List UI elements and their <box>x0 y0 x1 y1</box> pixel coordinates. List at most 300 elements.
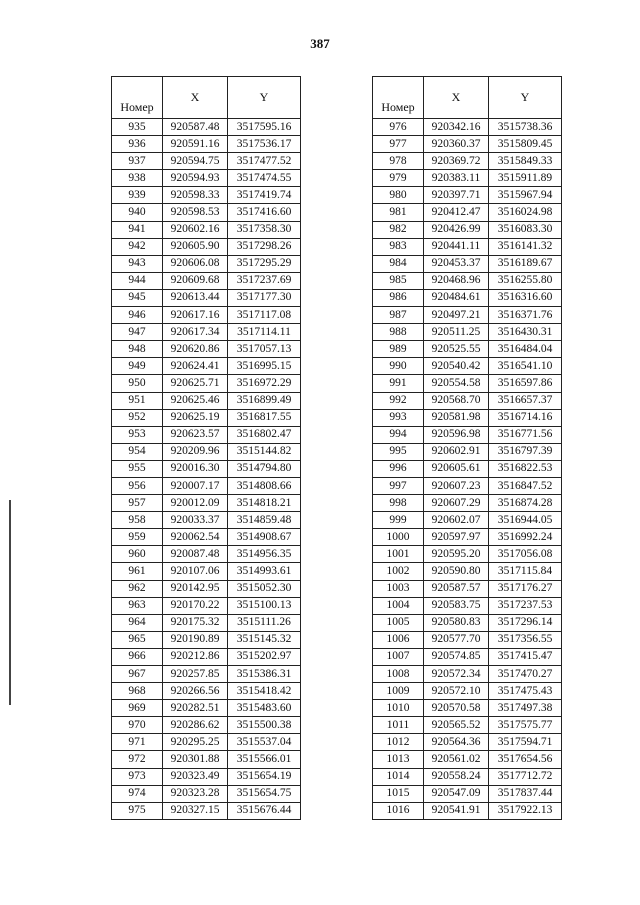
table-row <box>112 324 301 341</box>
y-coordinate: 3517837.44 <box>489 785 562 802</box>
point-number: 980 <box>373 187 424 204</box>
y-coordinate: 3517474.55 <box>228 170 301 187</box>
x-coordinate: 920257.85 <box>163 666 228 683</box>
x-coordinate: 920602.16 <box>163 221 228 238</box>
y-coordinate: 3517237.53 <box>489 597 562 614</box>
point-number: 952 <box>112 409 163 426</box>
x-coordinate: 920286.62 <box>163 717 228 734</box>
point-number: 940 <box>112 204 163 221</box>
header-y: Y <box>228 77 301 119</box>
y-coordinate: 3516430.31 <box>489 324 562 341</box>
x-coordinate: 920497.21 <box>424 307 489 324</box>
point-number: 976 <box>373 119 424 136</box>
y-coordinate: 3515052.30 <box>228 580 301 597</box>
y-coordinate: 3517416.60 <box>228 204 301 221</box>
point-number: 1005 <box>373 614 424 631</box>
y-coordinate: 3517057.13 <box>228 341 301 358</box>
point-number: 1014 <box>373 768 424 785</box>
point-number: 972 <box>112 751 163 768</box>
x-coordinate: 920282.51 <box>163 700 228 717</box>
x-coordinate: 920594.75 <box>163 153 228 170</box>
point-number: 949 <box>112 358 163 375</box>
x-coordinate: 920596.98 <box>424 426 489 443</box>
y-coordinate: 3516847.52 <box>489 477 562 494</box>
table-row <box>373 751 562 768</box>
table-row <box>373 153 562 170</box>
y-coordinate: 3517419.74 <box>228 187 301 204</box>
x-coordinate: 920033.37 <box>163 512 228 529</box>
x-coordinate: 920580.83 <box>424 614 489 631</box>
table-row <box>373 392 562 409</box>
point-number: 1009 <box>373 683 424 700</box>
point-number: 958 <box>112 512 163 529</box>
x-coordinate: 920625.71 <box>163 375 228 392</box>
table-row <box>373 136 562 153</box>
table-row <box>373 289 562 306</box>
x-coordinate: 920587.57 <box>424 580 489 597</box>
x-coordinate: 920602.07 <box>424 512 489 529</box>
table-row <box>112 221 301 238</box>
coordinates-table-right <box>372 76 562 820</box>
table-row <box>373 375 562 392</box>
point-number: 938 <box>112 170 163 187</box>
x-coordinate: 920266.56 <box>163 683 228 700</box>
table-row <box>112 358 301 375</box>
y-coordinate: 3514993.61 <box>228 563 301 580</box>
table-row <box>112 460 301 477</box>
table-row <box>373 580 562 597</box>
table-row <box>112 153 301 170</box>
y-coordinate: 3515202.97 <box>228 648 301 665</box>
table-row <box>373 614 562 631</box>
x-coordinate: 920568.70 <box>424 392 489 409</box>
point-number: 1013 <box>373 751 424 768</box>
point-number: 951 <box>112 392 163 409</box>
point-number: 970 <box>112 717 163 734</box>
x-coordinate: 920606.08 <box>163 255 228 272</box>
y-coordinate: 3515537.04 <box>228 734 301 751</box>
point-number: 943 <box>112 255 163 272</box>
table-row <box>373 238 562 255</box>
x-coordinate: 920625.46 <box>163 392 228 409</box>
y-coordinate: 3516899.49 <box>228 392 301 409</box>
table-row <box>112 785 301 802</box>
table-row <box>373 666 562 683</box>
point-number: 1002 <box>373 563 424 580</box>
point-number: 973 <box>112 768 163 785</box>
y-coordinate: 3515500.38 <box>228 717 301 734</box>
x-coordinate: 920525.55 <box>424 341 489 358</box>
point-number: 1006 <box>373 631 424 648</box>
table-row <box>373 272 562 289</box>
table-row <box>373 529 562 546</box>
x-coordinate: 920323.28 <box>163 785 228 802</box>
table-row <box>373 768 562 785</box>
point-number: 994 <box>373 426 424 443</box>
point-number: 996 <box>373 460 424 477</box>
table-row <box>112 187 301 204</box>
point-number: 941 <box>112 221 163 238</box>
table-header-row <box>112 77 301 119</box>
y-coordinate: 3516541.10 <box>489 358 562 375</box>
x-coordinate: 920007.17 <box>163 477 228 494</box>
point-number: 984 <box>373 255 424 272</box>
table-row <box>373 495 562 512</box>
point-number: 999 <box>373 512 424 529</box>
point-number: 992 <box>373 392 424 409</box>
point-number: 1003 <box>373 580 424 597</box>
y-coordinate: 3516944.05 <box>489 512 562 529</box>
x-coordinate: 920301.88 <box>163 751 228 768</box>
table-row <box>373 546 562 563</box>
table-row <box>373 409 562 426</box>
table-row <box>112 170 301 187</box>
y-coordinate: 3515738.36 <box>489 119 562 136</box>
point-number: 982 <box>373 221 424 238</box>
table-row <box>112 700 301 717</box>
point-number: 935 <box>112 119 163 136</box>
y-coordinate: 3516141.32 <box>489 238 562 255</box>
y-coordinate: 3515386.31 <box>228 666 301 683</box>
table-row <box>112 683 301 700</box>
y-coordinate: 3516189.67 <box>489 255 562 272</box>
table-row <box>112 375 301 392</box>
y-coordinate: 3517358.30 <box>228 221 301 238</box>
y-coordinate: 3517356.55 <box>489 631 562 648</box>
point-number: 1008 <box>373 666 424 683</box>
table-row <box>112 580 301 597</box>
table-row <box>112 307 301 324</box>
x-coordinate: 920594.93 <box>163 170 228 187</box>
point-number: 978 <box>373 153 424 170</box>
table-row <box>373 717 562 734</box>
y-coordinate: 3517475.43 <box>489 683 562 700</box>
table-row <box>112 734 301 751</box>
table-row <box>373 426 562 443</box>
y-coordinate: 3516714.16 <box>489 409 562 426</box>
x-coordinate: 920609.68 <box>163 272 228 289</box>
table-row <box>112 563 301 580</box>
table-row <box>112 529 301 546</box>
x-coordinate: 920190.89 <box>163 631 228 648</box>
table-body-left <box>112 119 301 820</box>
x-coordinate: 920295.25 <box>163 734 228 751</box>
y-coordinate: 3514818.21 <box>228 495 301 512</box>
scan-margin-mark <box>9 500 11 705</box>
x-coordinate: 920360.37 <box>424 136 489 153</box>
point-number: 962 <box>112 580 163 597</box>
x-coordinate: 920369.72 <box>424 153 489 170</box>
y-coordinate: 3517237.69 <box>228 272 301 289</box>
y-coordinate: 3517115.84 <box>489 563 562 580</box>
table-row <box>373 802 562 819</box>
table-row <box>112 426 301 443</box>
table-row <box>112 289 301 306</box>
table-row <box>373 341 562 358</box>
table-row <box>112 495 301 512</box>
y-coordinate: 3515849.33 <box>489 153 562 170</box>
x-coordinate: 920620.86 <box>163 341 228 358</box>
point-number: 936 <box>112 136 163 153</box>
point-number: 987 <box>373 307 424 324</box>
y-coordinate: 3516371.76 <box>489 307 562 324</box>
point-number: 989 <box>373 341 424 358</box>
y-coordinate: 3515111.26 <box>228 614 301 631</box>
table-row <box>373 119 562 136</box>
y-coordinate: 3517470.27 <box>489 666 562 683</box>
point-number: 968 <box>112 683 163 700</box>
y-coordinate: 3514859.48 <box>228 512 301 529</box>
x-coordinate: 920591.16 <box>163 136 228 153</box>
y-coordinate: 3516817.55 <box>228 409 301 426</box>
y-coordinate: 3516874.28 <box>489 495 562 512</box>
table-row <box>373 563 562 580</box>
table-row <box>373 204 562 221</box>
table-header-row <box>373 77 562 119</box>
point-number: 1001 <box>373 546 424 563</box>
table-row <box>112 119 301 136</box>
y-coordinate: 3517575.77 <box>489 717 562 734</box>
x-coordinate: 920547.09 <box>424 785 489 802</box>
y-coordinate: 3515100.13 <box>228 597 301 614</box>
y-coordinate: 3517295.29 <box>228 255 301 272</box>
point-number: 945 <box>112 289 163 306</box>
point-number: 946 <box>112 307 163 324</box>
x-coordinate: 920570.58 <box>424 700 489 717</box>
point-number: 964 <box>112 614 163 631</box>
point-number: 961 <box>112 563 163 580</box>
x-coordinate: 920613.44 <box>163 289 228 306</box>
table-row <box>373 255 562 272</box>
y-coordinate: 3516797.39 <box>489 443 562 460</box>
x-coordinate: 920598.53 <box>163 204 228 221</box>
table-body-right <box>373 119 562 820</box>
table-row <box>112 631 301 648</box>
y-coordinate: 3516657.37 <box>489 392 562 409</box>
table-row <box>373 358 562 375</box>
point-number: 1010 <box>373 700 424 717</box>
x-coordinate: 920484.61 <box>424 289 489 306</box>
point-number: 1004 <box>373 597 424 614</box>
point-number: 966 <box>112 648 163 665</box>
point-number: 990 <box>373 358 424 375</box>
table-row <box>373 631 562 648</box>
y-coordinate: 3517056.08 <box>489 546 562 563</box>
point-number: 981 <box>373 204 424 221</box>
y-coordinate: 3515145.32 <box>228 631 301 648</box>
table-row <box>112 717 301 734</box>
table-row <box>112 443 301 460</box>
x-coordinate: 920175.32 <box>163 614 228 631</box>
point-number: 948 <box>112 341 163 358</box>
y-coordinate: 3517594.71 <box>489 734 562 751</box>
y-coordinate: 3517415.47 <box>489 648 562 665</box>
y-coordinate: 3516484.04 <box>489 341 562 358</box>
y-coordinate: 3516024.98 <box>489 204 562 221</box>
y-coordinate: 3516316.60 <box>489 289 562 306</box>
x-coordinate: 920572.10 <box>424 683 489 700</box>
y-coordinate: 3515566.01 <box>228 751 301 768</box>
y-coordinate: 3516083.30 <box>489 221 562 238</box>
x-coordinate: 920412.47 <box>424 204 489 221</box>
point-number: 965 <box>112 631 163 648</box>
point-number: 971 <box>112 734 163 751</box>
table-row <box>373 700 562 717</box>
y-coordinate: 3517177.30 <box>228 289 301 306</box>
x-coordinate: 920577.70 <box>424 631 489 648</box>
coordinates-table-left <box>111 76 301 820</box>
table-row <box>112 768 301 785</box>
x-coordinate: 920062.54 <box>163 529 228 546</box>
point-number: 963 <box>112 597 163 614</box>
x-coordinate: 920327.15 <box>163 802 228 819</box>
table-row <box>112 648 301 665</box>
page-number: 387 <box>310 36 330 51</box>
header-number: Номер <box>112 77 163 119</box>
y-coordinate: 3515654.19 <box>228 768 301 785</box>
x-coordinate: 920625.19 <box>163 409 228 426</box>
table-row <box>373 734 562 751</box>
y-coordinate: 3515418.42 <box>228 683 301 700</box>
point-number: 959 <box>112 529 163 546</box>
x-coordinate: 920607.29 <box>424 495 489 512</box>
y-coordinate: 3514908.67 <box>228 529 301 546</box>
table-row <box>112 546 301 563</box>
x-coordinate: 920554.58 <box>424 375 489 392</box>
y-coordinate: 3517712.72 <box>489 768 562 785</box>
x-coordinate: 920541.91 <box>424 802 489 819</box>
point-number: 957 <box>112 495 163 512</box>
y-coordinate: 3515676.44 <box>228 802 301 819</box>
table-row <box>373 221 562 238</box>
y-coordinate: 3517298.26 <box>228 238 301 255</box>
x-coordinate: 920087.48 <box>163 546 228 563</box>
x-coordinate: 920540.42 <box>424 358 489 375</box>
point-number: 944 <box>112 272 163 289</box>
x-coordinate: 920607.23 <box>424 477 489 494</box>
point-number: 967 <box>112 666 163 683</box>
point-number: 997 <box>373 477 424 494</box>
point-number: 993 <box>373 409 424 426</box>
x-coordinate: 920558.24 <box>424 768 489 785</box>
x-coordinate: 920212.86 <box>163 648 228 665</box>
point-number: 988 <box>373 324 424 341</box>
x-coordinate: 920617.34 <box>163 324 228 341</box>
point-number: 1015 <box>373 785 424 802</box>
point-number: 955 <box>112 460 163 477</box>
point-number: 995 <box>373 443 424 460</box>
table-row <box>373 648 562 665</box>
x-coordinate: 920012.09 <box>163 495 228 512</box>
x-coordinate: 920617.16 <box>163 307 228 324</box>
y-coordinate: 3516802.47 <box>228 426 301 443</box>
x-coordinate: 920468.96 <box>424 272 489 289</box>
x-coordinate: 920383.11 <box>424 170 489 187</box>
y-coordinate: 3517922.13 <box>489 802 562 819</box>
table-row <box>373 477 562 494</box>
y-coordinate: 3515654.75 <box>228 785 301 802</box>
y-coordinate: 3515483.60 <box>228 700 301 717</box>
table-row <box>373 324 562 341</box>
y-coordinate: 3517296.14 <box>489 614 562 631</box>
x-coordinate: 920597.97 <box>424 529 489 546</box>
point-number: 974 <box>112 785 163 802</box>
table-row <box>112 341 301 358</box>
y-coordinate: 3516822.53 <box>489 460 562 477</box>
x-coordinate: 920587.48 <box>163 119 228 136</box>
x-coordinate: 920602.91 <box>424 443 489 460</box>
table-row <box>112 512 301 529</box>
table-row <box>112 255 301 272</box>
table-row <box>112 666 301 683</box>
y-coordinate: 3515911.89 <box>489 170 562 187</box>
y-coordinate: 3517536.17 <box>228 136 301 153</box>
x-coordinate: 920342.16 <box>424 119 489 136</box>
x-coordinate: 920574.85 <box>424 648 489 665</box>
table-row <box>373 170 562 187</box>
point-number: 1011 <box>373 717 424 734</box>
x-coordinate: 920598.33 <box>163 187 228 204</box>
y-coordinate: 3516597.86 <box>489 375 562 392</box>
table-row <box>112 751 301 768</box>
point-number: 979 <box>373 170 424 187</box>
x-coordinate: 920397.71 <box>424 187 489 204</box>
x-coordinate: 920511.25 <box>424 324 489 341</box>
table-row <box>112 272 301 289</box>
y-coordinate: 3517595.16 <box>228 119 301 136</box>
point-number: 939 <box>112 187 163 204</box>
y-coordinate: 3516992.24 <box>489 529 562 546</box>
point-number: 937 <box>112 153 163 170</box>
table-row <box>373 307 562 324</box>
table-row <box>112 204 301 221</box>
table-row <box>112 409 301 426</box>
x-coordinate: 920623.57 <box>163 426 228 443</box>
y-coordinate: 3516972.29 <box>228 375 301 392</box>
table-row <box>373 683 562 700</box>
table-row <box>373 187 562 204</box>
y-coordinate: 3517176.27 <box>489 580 562 597</box>
table-row <box>373 785 562 802</box>
x-coordinate: 920561.02 <box>424 751 489 768</box>
point-number: 986 <box>373 289 424 306</box>
x-coordinate: 920142.95 <box>163 580 228 597</box>
point-number: 947 <box>112 324 163 341</box>
point-number: 983 <box>373 238 424 255</box>
point-number: 991 <box>373 375 424 392</box>
x-coordinate: 920016.30 <box>163 460 228 477</box>
x-coordinate: 920170.22 <box>163 597 228 614</box>
header-number: Номер <box>373 77 424 119</box>
point-number: 950 <box>112 375 163 392</box>
table-row <box>112 238 301 255</box>
x-coordinate: 920426.99 <box>424 221 489 238</box>
x-coordinate: 920107.06 <box>163 563 228 580</box>
header-x: X <box>424 77 489 119</box>
table-row <box>112 392 301 409</box>
x-coordinate: 920605.90 <box>163 238 228 255</box>
point-number: 977 <box>373 136 424 153</box>
header-y: Y <box>489 77 562 119</box>
x-coordinate: 920605.61 <box>424 460 489 477</box>
x-coordinate: 920583.75 <box>424 597 489 614</box>
x-coordinate: 920565.52 <box>424 717 489 734</box>
x-coordinate: 920624.41 <box>163 358 228 375</box>
x-coordinate: 920564.36 <box>424 734 489 751</box>
y-coordinate: 3516995.15 <box>228 358 301 375</box>
y-coordinate: 3517117.08 <box>228 307 301 324</box>
y-coordinate: 3517497.38 <box>489 700 562 717</box>
